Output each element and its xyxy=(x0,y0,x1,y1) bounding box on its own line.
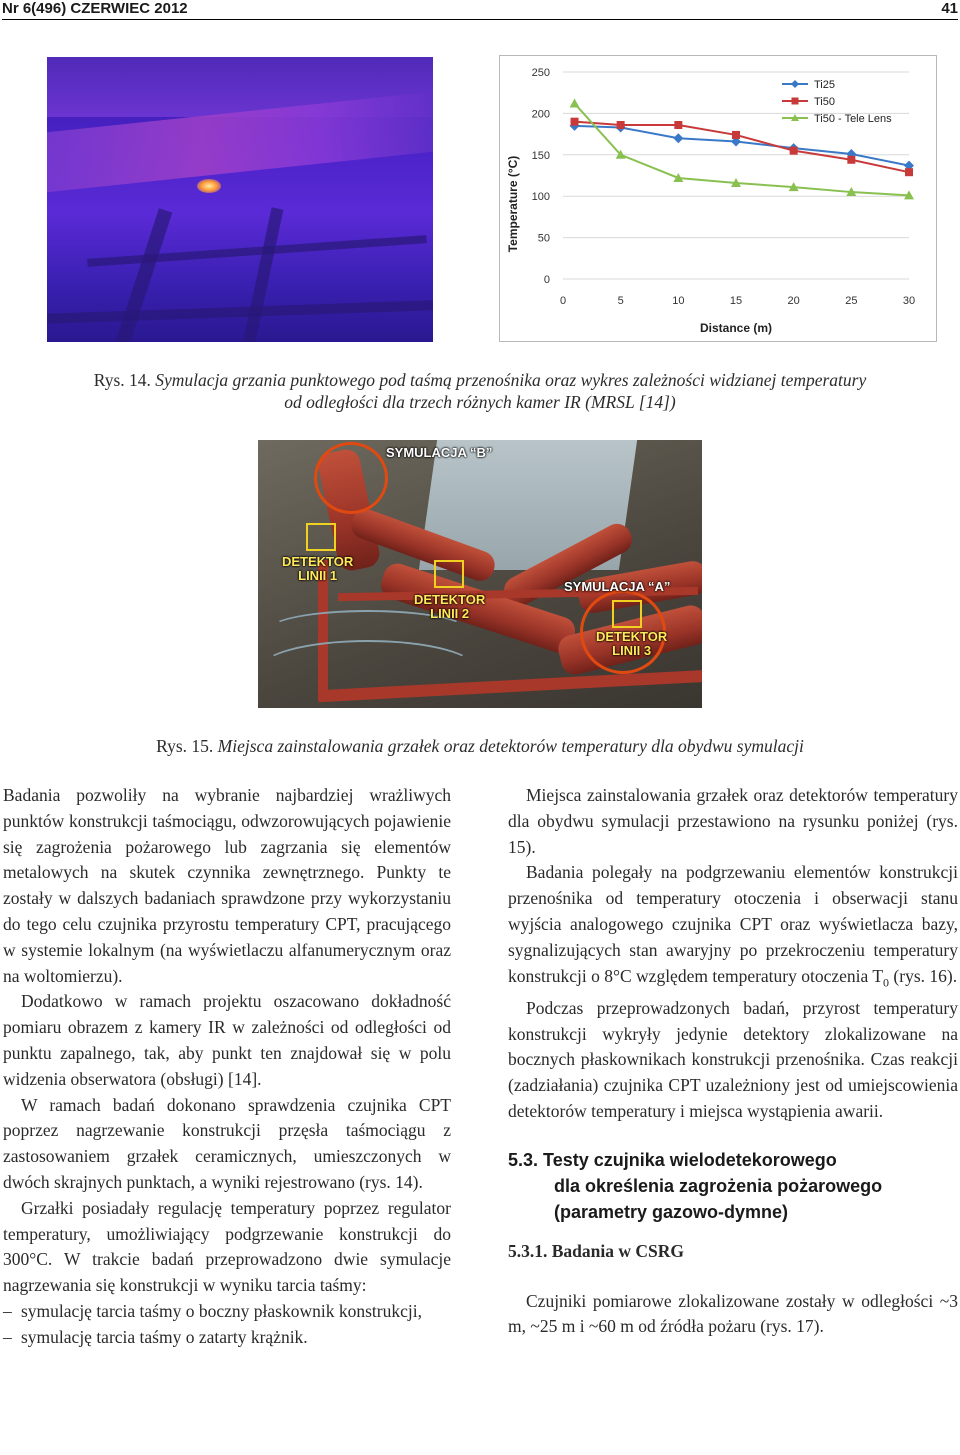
paragraph: Miejsca zainstalowania grzałek oraz detektorów temperatury dla obydwu symulacji przestawiono na rysunku poniżej (rys. 15). xyxy=(508,785,958,857)
section-number: 5.3. xyxy=(508,1149,539,1170)
legend-marker xyxy=(791,80,799,88)
list-item-text: symulację tarcia taśmy o zatarty krążnik. xyxy=(21,1326,308,1347)
y-tick-label: 100 xyxy=(531,191,550,204)
y-tick-label: 50 xyxy=(537,232,550,245)
data-point xyxy=(674,121,682,129)
y-tick-label: 250 xyxy=(531,67,550,79)
x-tick-label: 15 xyxy=(729,295,743,307)
temperature-chart xyxy=(499,55,937,342)
journal-issue: Nr 6(496) CZERWIEC 2012 xyxy=(2,0,188,17)
data-point xyxy=(673,133,683,143)
paragraph: W ramach badań dokonano sprawdzenia czujnika CPT poprzez nagrzewanie konstrukcji przęsła taśmociągu z zastosowaniem grzałek ceramicznych, umieszczonych w dwóch skrajnych punktach, a wyniki rejestrowano (rys. 14). xyxy=(3,1094,451,1192)
subsection-heading: 5.3.1. Badania w CSRG xyxy=(508,1240,685,1261)
section-heading xyxy=(508,1147,958,1225)
paragraph: Podczas przeprowadzonych badań, przyrost temperatury konstrukcji wykryły jedynie detektory zlokalizowane na bocznych płaskownikach konstrukcji przenośnika. Czas reakcji (zadziałania) czujnika CPT uzależniony jest od umiejscowienia detektorów temperatury i miejsca wystąpienia awarii. xyxy=(508,997,958,1122)
data-point xyxy=(790,147,798,155)
data-point xyxy=(732,131,740,139)
detector-1-marker xyxy=(306,523,336,551)
thermal-image xyxy=(47,57,433,342)
chart-svg xyxy=(500,56,938,343)
figure-15-caption xyxy=(0,735,960,757)
data-point xyxy=(570,98,580,107)
simulation-b-circle xyxy=(314,442,388,514)
x-tick-label: 5 xyxy=(617,295,624,307)
series-line xyxy=(575,122,909,173)
detector-1-label: DETEKTOR LINII 1 xyxy=(282,554,354,583)
legend-marker xyxy=(792,98,799,105)
figure-15-text: Miejsca zainstalowania grzałek oraz detektorów temperatury dla obydwu symulacji xyxy=(217,736,804,756)
data-point xyxy=(905,168,913,176)
right-column xyxy=(508,783,958,1340)
x-tick-label: 0 xyxy=(559,295,567,307)
figure-14-text-2: od odległości dla trzech różnych kamer IR (MRSL [14]) xyxy=(284,392,676,412)
series-line xyxy=(575,126,909,166)
page-number: 41 xyxy=(941,0,958,17)
x-tick-label: 30 xyxy=(902,295,916,307)
legend-label: Ti50 xyxy=(814,96,835,108)
detector-3-label: DETEKTOR LINII 3 xyxy=(596,629,668,658)
simulation-a-label: SYMULACJA “A” xyxy=(564,579,671,594)
paragraph: Badania pozwoliły na wybranie najbardziej wrażliwych punktów konstrukcji taśmociągu, odwzorowujących pojawienie się zagrożenia pożarowego lub zagrzania się elementów metalowych na skutek czynnika zewnętrznego. Punkty te zostały w dalszych badaniach sprawdzone przy wykorzystaniu do tego celu czujnika przyrostu temperatury CPT, pracującego w systemie lokalnym (na wyświetlaczu alfanumerycznym oraz na woltomierzu). xyxy=(3,785,451,986)
section-title-3: (parametry gazowo-dymne) xyxy=(554,1201,789,1222)
figure-14-label: Rys. 14. xyxy=(93,370,151,390)
y-tick-label: 150 xyxy=(531,149,550,162)
detector-2-label: DETEKTOR LINII 2 xyxy=(414,592,486,621)
data-point xyxy=(571,118,579,126)
detector-2-marker xyxy=(434,560,464,588)
figure-15-label: Rys. 15. xyxy=(156,736,214,756)
list-item: – symulację tarcia taśmy o boczny płaskownik konstrukcji, xyxy=(3,1299,451,1325)
data-point xyxy=(847,156,855,164)
simulation-b-label: SYMULACJA “B” xyxy=(386,445,493,460)
paragraph: Grzałki posiadały regulację temperatury poprzez regulator temperatury, umożliwiający podgrzewanie konstrukcji do 300°C. W trakcie badań przeprowadzono dwie symulacje nagrzewania się konstrukcji w wyniku tarcia taśmy: xyxy=(3,1197,451,1296)
legend-label: Ti25 xyxy=(814,79,835,91)
figure-14-caption xyxy=(0,369,960,413)
x-tick-label: 25 xyxy=(845,295,858,307)
detector-3-marker xyxy=(612,600,642,628)
list-item: – symulację tarcia taśmy o zatarty krążnik. xyxy=(3,1325,451,1351)
data-point xyxy=(617,121,625,129)
list-item-text: symulację tarcia taśmy o boczny płaskownik konstrukcji, xyxy=(21,1300,422,1321)
left-column xyxy=(3,783,451,1351)
paragraph: Dodatkowo w ramach projektu oszacowano dokładność pomiaru obrazem z kamery IR w zależności od odległości od punktu zapalnego, tak, aby punkt ten znajdował się w polu widzenia obserwatora (obsługi) [14]. xyxy=(3,991,451,1089)
figure-14-text-1: Symulacja grzania punktowego pod taśmą przenośnika oraz wykres zależności widzianej temperatury xyxy=(155,370,867,390)
y-tick-label: 200 xyxy=(531,108,550,121)
paragraph: Czujniki pomiarowe zlokalizowane zostały w odległości ~3 m, ~25 m i ~60 m od źródła pożaru (rys. 17). xyxy=(508,1290,958,1337)
section-title-1: Testy czujnika wielodetekorowego xyxy=(543,1149,837,1170)
x-axis-label: Distance (m) xyxy=(699,321,773,335)
section-title-2: dla określenia zagrożenia pożarowego xyxy=(554,1175,883,1196)
paragraph: Badania polegały na podgrzewaniu elementów konstrukcji przenośnika od temperatury otoczenia i obserwacji stanu wyjścia analogowego czujnika CPT oraz wyświetlacza bazy, sygnalizujących stan awaryjny po przekroczeniu temperatury konstrukcji o 8°C względem temperatury otoczenia $T_0$ (rys. 16). xyxy=(508,862,958,990)
x-tick-label: 20 xyxy=(787,295,800,307)
page-header xyxy=(2,0,958,20)
y-tick-label: 0 xyxy=(543,274,550,286)
x-tick-label: 10 xyxy=(672,295,685,307)
legend-label: Ti50 - Tele Lens xyxy=(814,113,892,125)
conveyor-photo xyxy=(258,440,702,708)
y-axis-label: Temperature (°C) xyxy=(506,155,520,253)
hotspot xyxy=(197,179,221,193)
